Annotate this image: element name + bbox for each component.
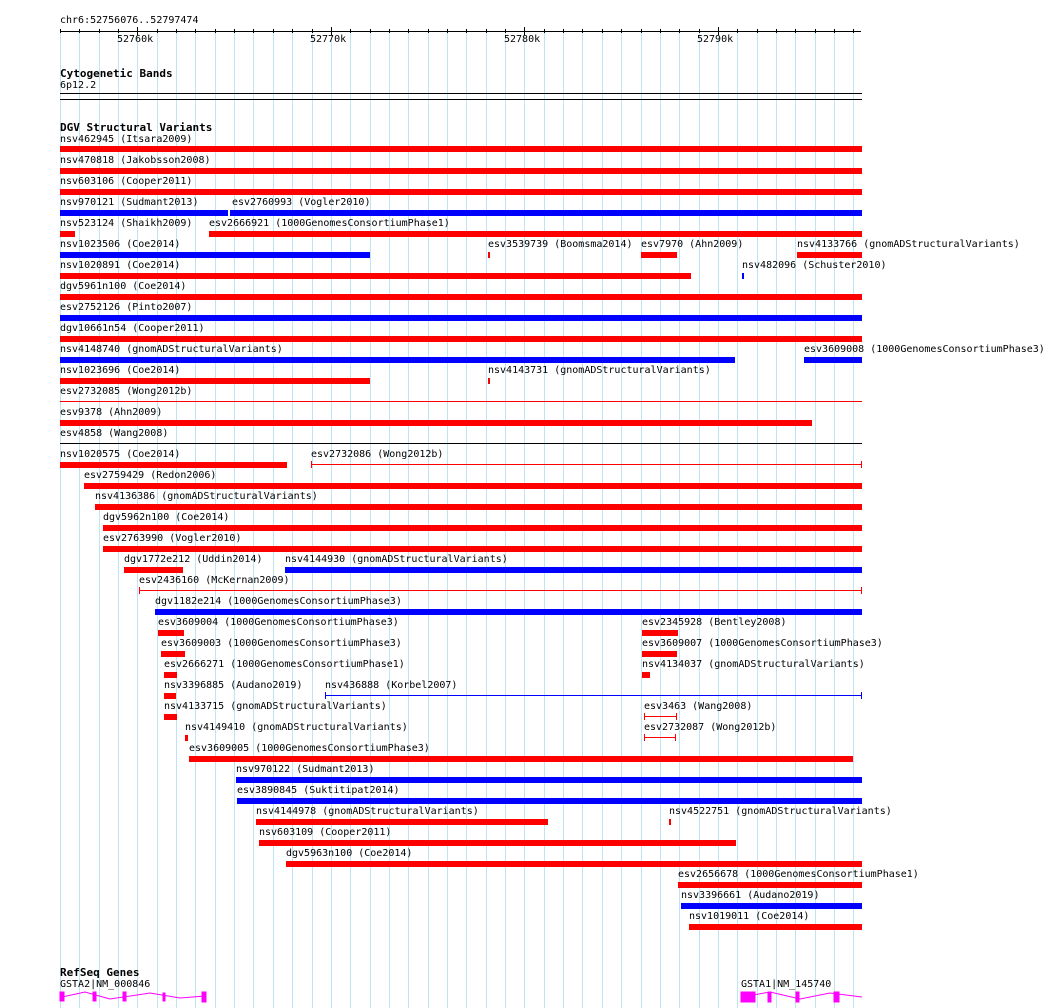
- dgv-feature-bar[interactable]: [325, 695, 862, 696]
- dgv-feature-label[interactable]: nsv4136386 (gnomADStructuralVariants): [95, 491, 318, 502]
- ruler-tick: [292, 29, 293, 33]
- dgv-feature-bracket-end: [676, 713, 677, 720]
- ruler-tick: [447, 29, 448, 33]
- dgv-feature-bar[interactable]: [60, 357, 735, 363]
- dgv-feature-bar[interactable]: [259, 840, 736, 846]
- dgv-feature-label[interactable]: nsv603109 (Cooper2011): [259, 827, 392, 838]
- dgv-feature-label[interactable]: nsv523124 (Shaikh2009): [60, 218, 193, 229]
- ruler-axis: [60, 31, 861, 32]
- ruler-tick: [853, 29, 854, 33]
- ruler-tick: [195, 29, 196, 33]
- dgv-feature-label[interactable]: nsv1019011 (Coe2014): [689, 911, 810, 922]
- dgv-feature-label[interactable]: esv2732087 (Wong2012b): [644, 722, 777, 733]
- dgv-feature-bar[interactable]: [103, 525, 862, 531]
- dgv-feature-bracket-end: [644, 713, 645, 720]
- ruler-tick: [621, 29, 622, 33]
- ruler-tick: [776, 29, 777, 33]
- ruler-tick: [757, 29, 758, 33]
- dgv-feature-label[interactable]: nsv603106 (Cooper2011): [60, 176, 193, 187]
- dgv-feature-label[interactable]: nsv4133766 (gnomADStructuralVariants): [797, 239, 1020, 250]
- ruler-tick: [99, 29, 100, 33]
- ruler-tick: [641, 29, 642, 33]
- dgv-feature-label[interactable]: esv9378 (Ahn2009): [60, 407, 163, 418]
- ruler-tick: [466, 29, 467, 33]
- cytoband-label: 6p12.2: [60, 80, 97, 91]
- dgv-feature-label[interactable]: nsv4144978 (gnomADStructuralVariants): [256, 806, 479, 817]
- dgv-feature-bar[interactable]: [60, 168, 862, 174]
- dgv-feature-label[interactable]: esv3609004 (1000GenomesConsortiumPhase3): [158, 617, 399, 628]
- ruler-tick: [582, 29, 583, 33]
- ruler-tick: [234, 29, 235, 33]
- dgv-feature-label[interactable]: nsv470818 (Jakobsson2008): [60, 155, 211, 166]
- dgv-feature-bar[interactable]: [642, 672, 650, 678]
- ruler-tick: [505, 29, 506, 33]
- dgv-feature-label[interactable]: nsv1020575 (Coe2014): [60, 449, 181, 460]
- ruler-tick: [795, 29, 796, 33]
- dgv-feature-bar[interactable]: [60, 420, 812, 426]
- dgv-feature-bar[interactable]: [644, 716, 677, 717]
- dgv-feature-bar[interactable]: [161, 651, 185, 657]
- dgv-feature-label[interactable]: dgv1772e212 (Uddin2014): [124, 554, 263, 565]
- ruler-tick-label: 52760k: [117, 34, 154, 45]
- dgv-feature-bar[interactable]: [237, 798, 862, 804]
- dgv-feature-bar[interactable]: [84, 483, 862, 489]
- ruler-range-label: chr6:52756076..52797474: [60, 15, 199, 26]
- ruler-tick: [157, 29, 158, 33]
- dgv-feature-label[interactable]: esv3609005 (1000GenomesConsortiumPhase3): [189, 743, 430, 754]
- dgv-feature-bar[interactable]: [185, 735, 188, 741]
- ruler-tick: [737, 29, 738, 33]
- dgv-feature-label[interactable]: nsv462945 (Itsara2009): [60, 134, 193, 145]
- dgv-feature-bar[interactable]: [256, 819, 548, 825]
- dgv-feature-bar[interactable]: [60, 294, 862, 300]
- ruler-tick-label: 52770k: [310, 34, 347, 45]
- dgv-feature-bar[interactable]: [60, 189, 862, 195]
- dgv-feature-bar[interactable]: [60, 443, 862, 444]
- grid-line: [234, 29, 235, 1008]
- dgv-feature-bar[interactable]: [642, 651, 677, 657]
- dgv-feature-label[interactable]: nsv436888 (Korbel2007): [325, 680, 458, 691]
- dgv-feature-bar[interactable]: [60, 252, 370, 258]
- dgv-feature-bar[interactable]: [230, 210, 862, 216]
- dgv-feature-label[interactable]: esv2436160 (McKernan2009): [139, 575, 290, 586]
- dgv-feature-bar[interactable]: [124, 567, 183, 573]
- ruler-tick: [215, 29, 216, 33]
- ruler-tick: [79, 29, 80, 33]
- dgv-feature-label[interactable]: nsv970121 (Sudmant2013): [60, 197, 199, 208]
- ruler-tick: [350, 29, 351, 33]
- dgv-feature-bar[interactable]: [742, 273, 744, 279]
- dgv-feature-label[interactable]: dgv10661n54 (Cooper2011): [60, 323, 205, 334]
- dgv-feature-label[interactable]: esv2732086 (Wong2012b): [311, 449, 444, 460]
- dgv-feature-bar[interactable]: [139, 590, 862, 591]
- dgv-feature-label[interactable]: nsv1023696 (Coe2014): [60, 365, 181, 376]
- ruler-tick: [312, 29, 313, 33]
- ruler-tick-label: 52780k: [504, 34, 541, 45]
- ruler-tick: [370, 29, 371, 33]
- dgv-feature-bar[interactable]: [285, 567, 862, 573]
- dgv-feature-bar[interactable]: [669, 819, 671, 825]
- ruler-tick: [660, 29, 661, 33]
- dgv-feature-label[interactable]: esv7970 (Ahn2009): [641, 239, 744, 250]
- dgv-feature-label[interactable]: esv3609007 (1000GenomesConsortiumPhase3): [642, 638, 883, 649]
- dgv-feature-bar[interactable]: [60, 378, 370, 384]
- dgv-feature-bar[interactable]: [60, 273, 691, 279]
- dgv-feature-bar[interactable]: [164, 672, 177, 678]
- ruler-tick: [118, 29, 119, 33]
- dgv-feature-label[interactable]: dgv5963n100 (Coe2014): [286, 848, 413, 859]
- refseq-gene-models: [0, 988, 890, 1008]
- dgv-feature-label[interactable]: esv2345928 (Bentley2008): [642, 617, 787, 628]
- ruler-tick: [602, 29, 603, 33]
- dgv-feature-label[interactable]: nsv1020891 (Coe2014): [60, 260, 181, 271]
- dgv-feature-bracket-end: [675, 734, 676, 741]
- dgv-feature-label[interactable]: nsv970122 (Sudmant2013): [236, 764, 375, 775]
- dgv-feature-bracket-end: [139, 587, 140, 594]
- ruler-tick: [679, 29, 680, 33]
- dgv-feature-label[interactable]: nsv4134037 (gnomADStructuralVariants): [642, 659, 865, 670]
- dgv-feature-bar[interactable]: [797, 252, 862, 258]
- gene-label-gsta1[interactable]: GSTA1|NM_145740: [741, 979, 832, 990]
- dgv-feature-bar[interactable]: [103, 546, 862, 552]
- dgv-feature-bar[interactable]: [60, 336, 862, 342]
- dgv-feature-bar[interactable]: [689, 924, 862, 930]
- dgv-feature-label[interactable]: nsv4144930 (gnomADStructuralVariants): [285, 554, 508, 565]
- dgv-feature-bar[interactable]: [678, 882, 862, 888]
- dgv-feature-bar[interactable]: [60, 231, 75, 237]
- dgv-feature-bar[interactable]: [236, 777, 862, 783]
- dgv-feature-label[interactable]: nsv482096 (Schuster2010): [742, 260, 887, 271]
- ruler-tick-label: 52790k: [697, 34, 734, 45]
- dgv-feature-bar[interactable]: [60, 146, 862, 152]
- dgv-feature-bar[interactable]: [642, 630, 678, 636]
- dgv-feature-label[interactable]: esv2656678 (1000GenomesConsortiumPhase1): [678, 869, 919, 880]
- dgv-feature-label[interactable]: nsv4149410 (gnomADStructuralVariants): [185, 722, 408, 733]
- dgv-feature-label[interactable]: dgv5961n100 (Coe2014): [60, 281, 187, 292]
- gene-model-gsta2[interactable]: [60, 992, 206, 1002]
- grid-line: [273, 29, 274, 1008]
- dgv-feature-label[interactable]: esv3609008 (1000GenomesConsortiumPhase3): [804, 344, 1045, 355]
- dgv-feature-bar[interactable]: [209, 231, 862, 237]
- dgv-feature-bar[interactable]: [189, 756, 853, 762]
- dgv-feature-bar[interactable]: [158, 630, 184, 636]
- dgv-feature-label[interactable]: esv4858 (Wang2008): [60, 428, 169, 439]
- dgv-feature-label[interactable]: esv2752126 (Pinto2007): [60, 302, 193, 313]
- dgv-feature-label[interactable]: nsv4148740 (gnomADStructuralVariants): [60, 344, 283, 355]
- dgv-feature-bar[interactable]: [95, 504, 862, 510]
- dgv-feature-label[interactable]: dgv5962n100 (Coe2014): [103, 512, 230, 523]
- dgv-feature-label[interactable]: nsv4143731 (gnomADStructuralVariants): [488, 365, 711, 376]
- dgv-feature-label[interactable]: esv2732085 (Wong2012b): [60, 386, 193, 397]
- dgv-feature-bracket-end: [311, 461, 312, 468]
- dgv-feature-bar[interactable]: [60, 210, 228, 216]
- dgv-feature-bar[interactable]: [641, 252, 677, 258]
- ruler-tick: [60, 29, 61, 33]
- dgv-feature-label[interactable]: esv2759429 (Redon2006): [84, 470, 217, 481]
- cytoband-bar-bottom: [60, 99, 862, 100]
- dgv-feature-label[interactable]: esv3539739 (Boomsma2014): [488, 239, 633, 250]
- ruler-tick: [389, 29, 390, 33]
- dgv-feature-bracket-end: [644, 734, 645, 741]
- dgv-feature-bar[interactable]: [644, 737, 676, 738]
- dgv-feature-label[interactable]: esv2763990 (Vogler2010): [103, 533, 242, 544]
- gene-label-gsta2[interactable]: GSTA2|NM_000846: [60, 979, 151, 990]
- ruler-tick: [544, 29, 545, 33]
- cytoband-track-title[interactable]: Cytogenetic Bands: [60, 67, 173, 80]
- dgv-feature-bracket-end: [861, 587, 862, 594]
- refseq-track-title[interactable]: RefSeq Genes: [60, 966, 140, 979]
- ruler-tick: [428, 29, 429, 33]
- dgv-feature-bar[interactable]: [488, 378, 490, 384]
- dgv-feature-bar[interactable]: [155, 609, 862, 615]
- dgv-track-title[interactable]: DGV Structural Variants: [60, 121, 213, 134]
- dgv-feature-label[interactable]: nsv1023506 (Coe2014): [60, 239, 181, 250]
- ruler-tick: [253, 29, 254, 33]
- ruler-tick: [273, 29, 274, 33]
- dgv-feature-label[interactable]: esv2666921 (1000GenomesConsortiumPhase1): [209, 218, 450, 229]
- dgv-feature-label[interactable]: nsv4133715 (gnomADStructuralVariants): [164, 701, 387, 712]
- dgv-feature-label[interactable]: nsv3396885 (Audano2019): [164, 680, 303, 691]
- dgv-feature-bar[interactable]: [681, 903, 862, 909]
- dgv-feature-bar[interactable]: [804, 357, 862, 363]
- ruler-tick: [408, 29, 409, 33]
- dgv-feature-label[interactable]: esv3609003 (1000GenomesConsortiumPhase3): [161, 638, 402, 649]
- dgv-feature-bracket-end: [861, 692, 862, 699]
- dgv-feature-bar[interactable]: [311, 464, 862, 465]
- dgv-feature-bar[interactable]: [60, 401, 862, 402]
- dgv-feature-bar[interactable]: [60, 462, 287, 468]
- dgv-feature-label[interactable]: nsv3396661 (Audano2019): [681, 890, 820, 901]
- dgv-feature-bar[interactable]: [60, 315, 862, 321]
- dgv-feature-label[interactable]: esv2666271 (1000GenomesConsortiumPhase1): [164, 659, 405, 670]
- dgv-feature-label[interactable]: dgv1182e214 (1000GenomesConsortiumPhase3): [155, 596, 402, 607]
- dgv-feature-bar[interactable]: [286, 861, 862, 867]
- ruler-tick: [834, 29, 835, 33]
- dgv-feature-bracket-end: [325, 692, 326, 699]
- dgv-feature-label[interactable]: nsv4522751 (gnomADStructuralVariants): [669, 806, 892, 817]
- dgv-feature-label[interactable]: esv3463 (Wang2008): [644, 701, 753, 712]
- gene-model-gsta1[interactable]: [741, 992, 862, 1002]
- dgv-feature-bar[interactable]: [164, 714, 177, 720]
- dgv-feature-label[interactable]: esv2760993 (Vogler2010): [232, 197, 371, 208]
- grid-line: [253, 29, 254, 1008]
- ruler-tick: [563, 29, 564, 33]
- ruler-tick: [176, 29, 177, 33]
- ruler-tick: [486, 29, 487, 33]
- cytoband-bar-top: [60, 93, 862, 94]
- ruler-tick: [699, 29, 700, 33]
- ruler-tick: [815, 29, 816, 33]
- dgv-feature-bar[interactable]: [488, 252, 490, 258]
- dgv-feature-label[interactable]: esv3890845 (Suktitipat2014): [237, 785, 400, 796]
- dgv-feature-bracket-end: [861, 461, 862, 468]
- dgv-feature-bar[interactable]: [164, 693, 176, 699]
